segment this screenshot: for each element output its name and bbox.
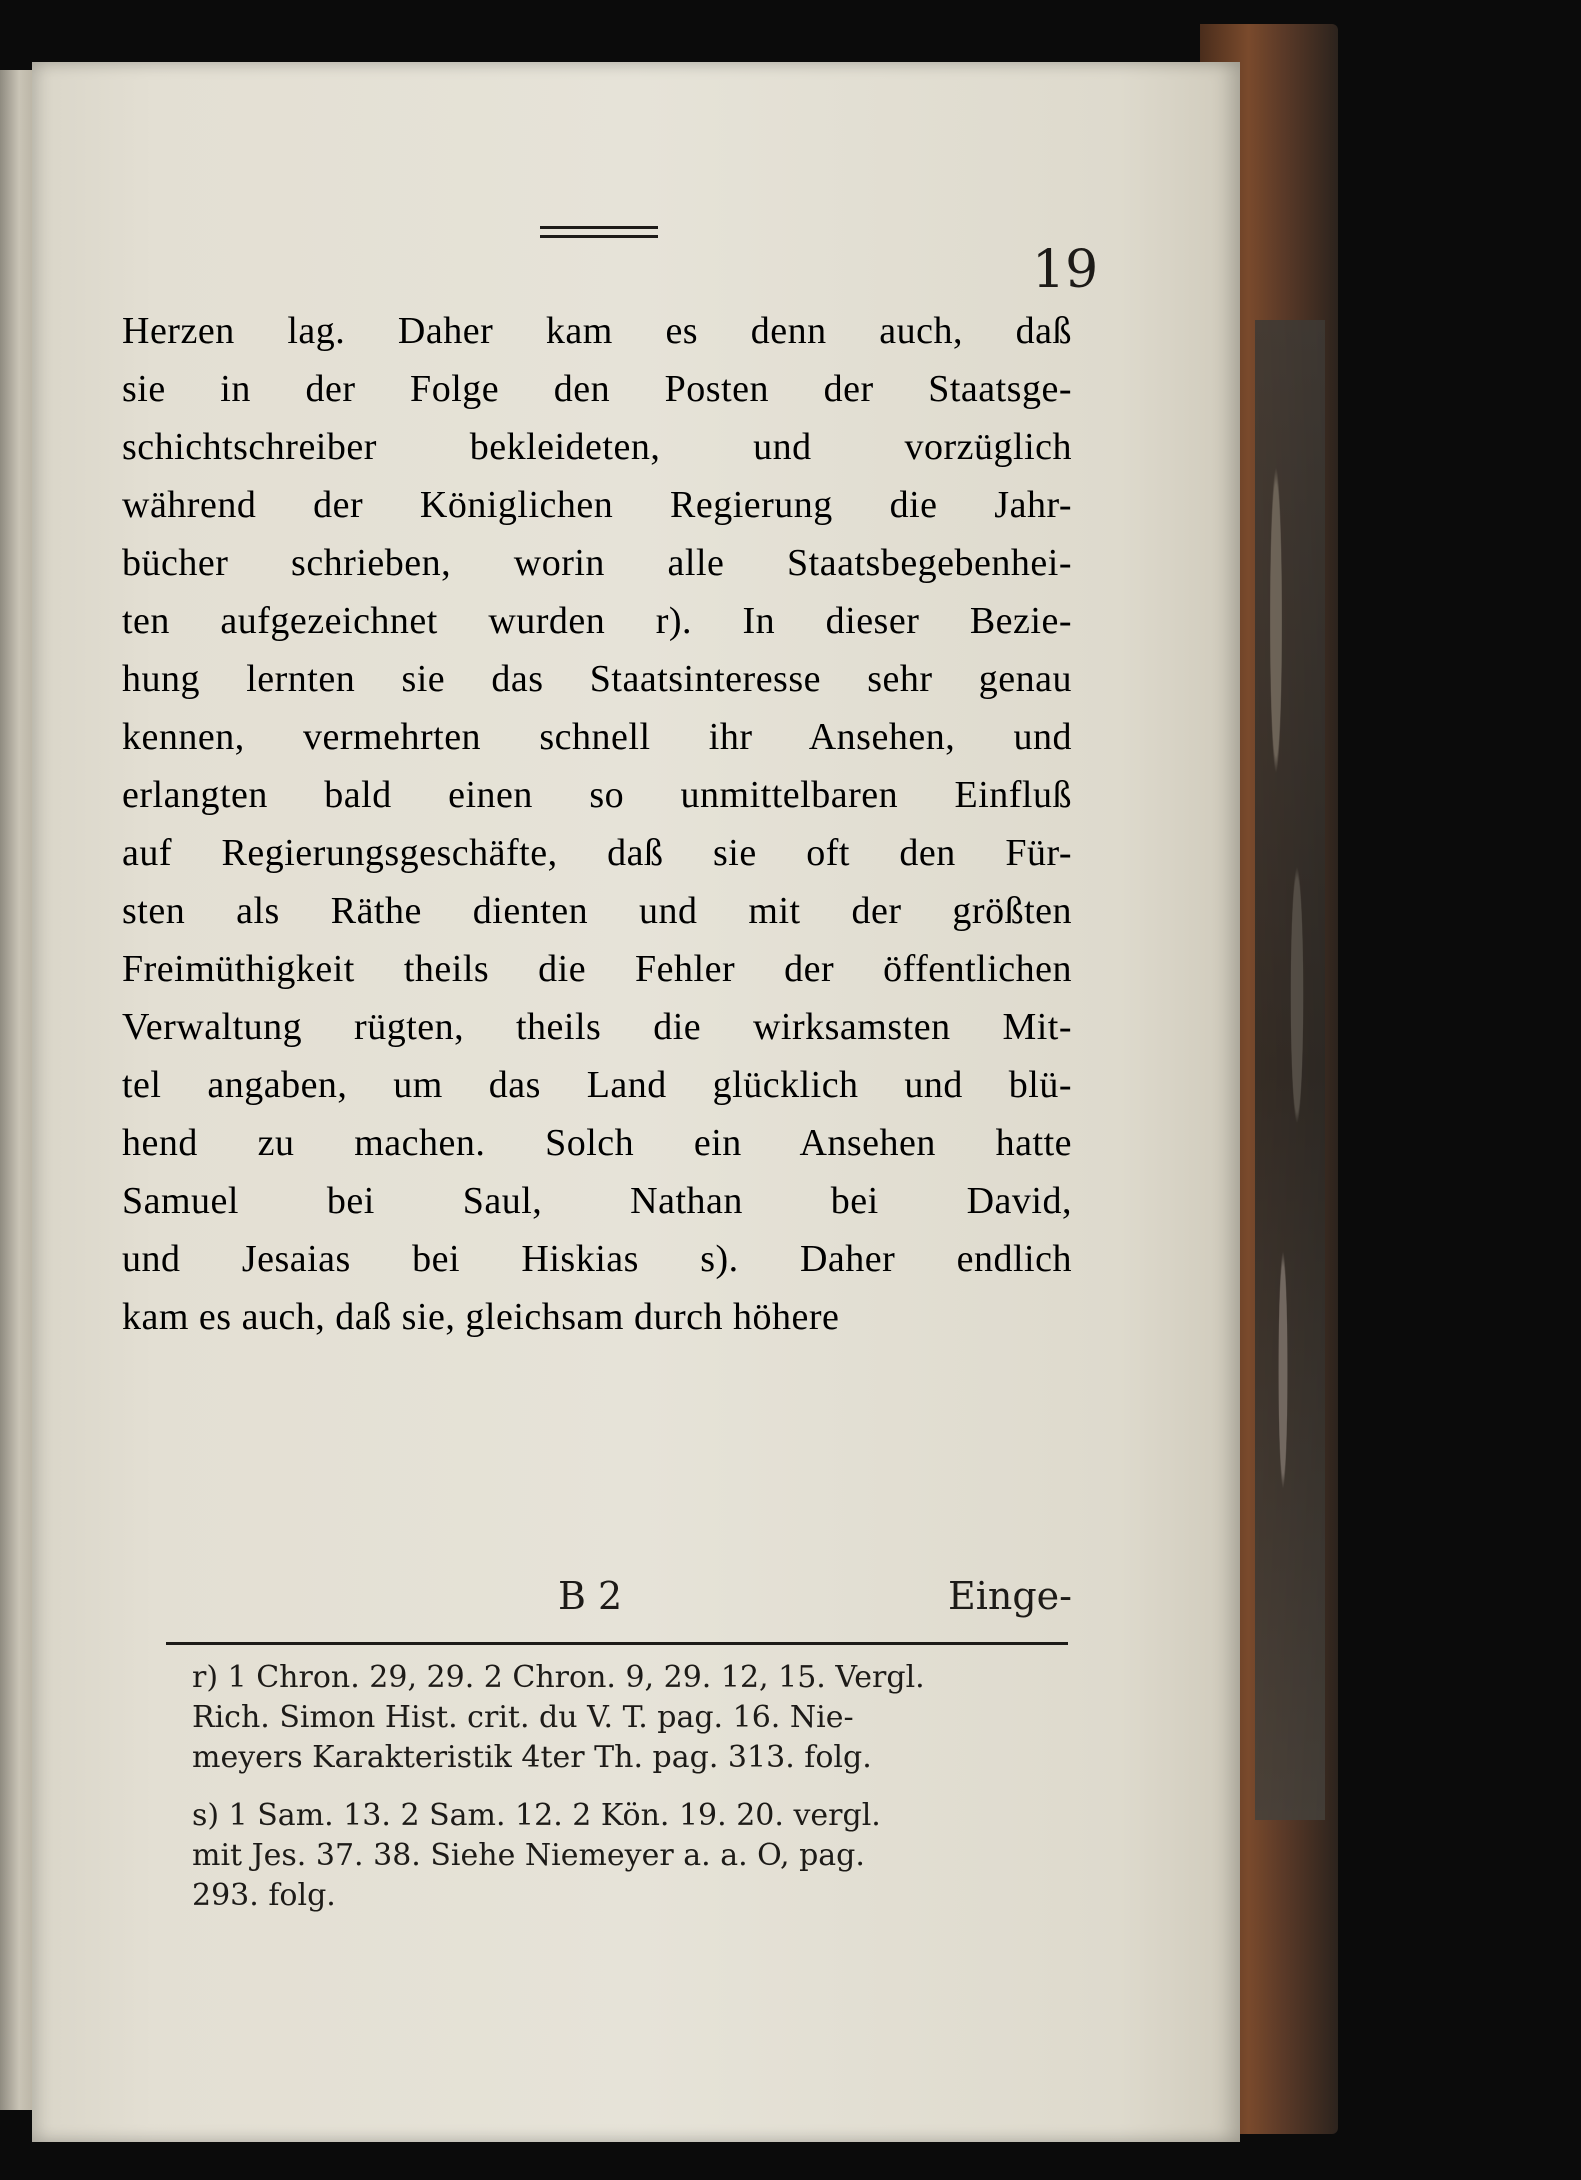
text-line: auf Regierungsgeschäfte, daß sie oft den Für-	[122, 832, 1072, 874]
footnotes	[192, 1658, 1068, 1916]
text-line: während der Königlichen Regierung die Jahr-	[122, 484, 1072, 526]
text-line: sten als Räthe dienten und mit der größten	[122, 890, 1072, 932]
footnote-line: r) 1 Chron. 29, 29. 2 Chron. 9, 29. 12, 15. Vergl.	[192, 1660, 925, 1695]
page-number: 19	[1032, 240, 1099, 300]
signature-mark: B 2	[558, 1574, 623, 1618]
footnote-line: 293. folg.	[192, 1878, 336, 1913]
footnote-line: s) 1 Sam. 13. 2 Sam. 12. 2 Kön. 19. 20. vergl.	[192, 1798, 881, 1833]
catchword: Einge-	[947, 1574, 1072, 1618]
footnote-line: meyers Karakteristik 4ter Th. pag. 313. folg.	[192, 1740, 872, 1775]
left-page-edge	[0, 70, 32, 2110]
text-line: Herzen lag. Daher kam es denn auch, daß	[122, 310, 1072, 352]
text-line: sie in der Folge den Posten der Staatsge-	[122, 368, 1072, 410]
footnote-gap	[192, 1778, 1068, 1796]
footnote-line: mit Jes. 37. 38. Siehe Niemeyer a. a. O, pag.	[192, 1838, 865, 1873]
text-line: Samuel bei Saul, Nathan bei David,	[122, 1180, 1072, 1222]
body-text	[122, 302, 1072, 1346]
text-line: Freimüthigkeit theils die Fehler der öffentlichen	[122, 948, 1072, 990]
book-page	[32, 62, 1240, 2142]
signature-row	[122, 1574, 1072, 1630]
text-line: und Jesaias bei Hiskias s). Daher endlich	[122, 1238, 1072, 1280]
text-line: Verwaltung rügten, theils die wirksamsten Mit-	[122, 1006, 1072, 1048]
header-rule	[540, 226, 658, 238]
text-line: kam es auch, daß sie, gleichsam durch höhere	[122, 1296, 840, 1338]
footnote-line: Rich. Simon Hist. crit. du V. T. pag. 16. Nie-	[192, 1700, 854, 1735]
text-line: ten aufgezeichnet wurden r). In dieser Bezie-	[122, 600, 1072, 642]
text-line: hend zu machen. Solch ein Ansehen hatte	[122, 1122, 1072, 1164]
footnote-rule	[166, 1642, 1068, 1645]
text-line: tel angaben, um das Land glücklich und blü-	[122, 1064, 1072, 1106]
cover-marbling	[1255, 320, 1325, 1820]
text-line: hung lernten sie das Staatsinteresse sehr genau	[122, 658, 1072, 700]
text-line: kennen, vermehrten schnell ihr Ansehen, und	[122, 716, 1072, 758]
text-line: schichtschreiber bekleideten, und vorzüglich	[122, 426, 1072, 468]
text-line: erlangten bald einen so unmittelbaren Einfluß	[122, 774, 1072, 816]
text-line: bücher schrieben, worin alle Staatsbegebenhei-	[122, 542, 1072, 584]
